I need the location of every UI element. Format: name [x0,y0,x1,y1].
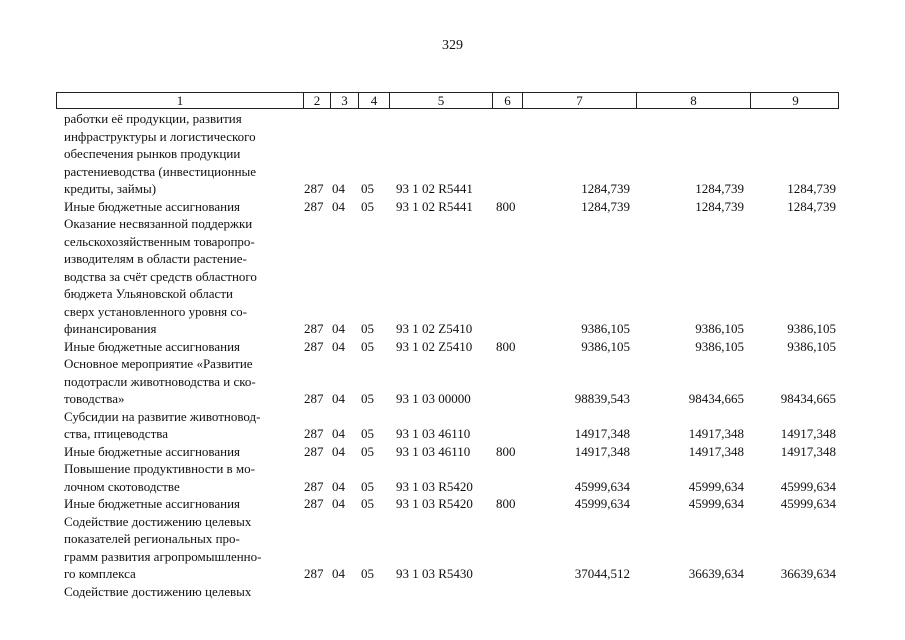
table-row [56,443,839,461]
cell-col-9: 36639,634 [780,566,836,581]
table-row [56,513,839,583]
cell-col-3: 04 [332,181,345,196]
cell-col-7: 37044,512 [574,566,630,581]
header-col-6: 6 [493,93,523,108]
cell-col-8: 9386,105 [695,338,744,354]
description-line: Иные бюджетные ассигнования [64,198,241,214]
cell-col-4: 05 [361,181,374,196]
page-number: 329 [442,38,463,53]
cell-col-3: 04 [332,496,345,511]
cell-col-2: 287 [304,478,324,494]
cell-col-8: 14917,348 [688,426,744,441]
description-line: финансирования [64,321,157,336]
description-line: Субсидии на развитие животновод- [64,408,261,424]
cell-col-2: 287 [304,181,324,196]
description-line: изводителям в области растение- [64,251,247,266]
cell-col-9: 45999,634 [780,478,836,494]
description-line: Содействие достижению целевых [64,513,252,529]
cell-col-3: 04 [332,426,345,441]
cell-col-9: 1284,739 [787,181,836,196]
description-line: работки её продукции, развития [64,111,242,126]
cell-col-3: 04 [332,478,345,494]
cell-col-7: 9386,105 [581,338,630,354]
cell-col-5: 93 1 03 R5420 [396,478,473,494]
cell-col-3: 04 [332,198,345,214]
cell-col-7: 45999,634 [574,478,630,494]
cell-col-6: 800 [496,496,516,511]
description-line: кредиты, займы) [64,181,157,196]
header-col-7: 7 [523,93,637,108]
header-col-5: 5 [390,93,493,108]
cell-col-7: 1284,739 [581,198,630,214]
cell-col-4: 05 [361,338,374,354]
cell-col-5: 93 1 03 46110 [396,443,471,459]
description-line: сельскохозяйственным товаропро- [64,233,255,249]
cell-col-7: 9386,105 [581,321,630,336]
header-col-4: 4 [359,93,390,108]
cell-col-5: 93 1 02 R5441 [396,181,473,196]
cell-col-9: 1284,739 [787,198,836,214]
description-line: бюджета Ульяновской области [64,286,233,301]
cell-col-4: 05 [361,321,374,336]
description-line: сверх установленного уровня со- [64,303,248,319]
cell-col-3: 04 [332,391,345,406]
cell-col-4: 05 [361,198,374,214]
cell-col-9: 98434,665 [780,391,836,406]
cell-col-7: 14917,348 [574,443,630,459]
cell-col-6: 800 [496,443,516,459]
description-line: Оказание несвязанной поддержки [64,216,253,231]
cell-col-7: 98839,543 [574,391,630,406]
header-col-3: 3 [331,93,359,108]
description-line: Иные бюджетные ассигнования [64,443,241,459]
description-line: Повышение продуктивности в мо- [64,461,255,476]
table-row [56,198,839,216]
cell-col-4: 05 [361,496,374,511]
cell-col-9: 9386,105 [787,321,836,336]
cell-col-5: 93 1 02 Z5410 [396,338,473,354]
table-row [56,460,839,495]
cell-col-7: 45999,634 [574,496,630,511]
header-col-2: 2 [304,93,331,108]
cell-col-8: 1284,739 [695,198,744,214]
description-line: Содействие достижению целевых [64,583,252,599]
cell-col-5: 93 1 03 R5430 [396,566,473,581]
cell-col-4: 05 [361,426,374,441]
cell-col-8: 45999,634 [688,478,744,494]
header-col-1: 1 [57,93,304,108]
cell-col-3: 04 [332,443,345,459]
description-line: лочном скотоводстве [64,478,180,494]
cell-col-2: 287 [304,321,324,336]
cell-col-9: 14917,348 [780,426,836,441]
cell-col-4: 05 [361,443,374,459]
description-line: обеспечения рынков продукции [64,146,241,161]
cell-col-2: 287 [304,443,324,459]
cell-col-7: 14917,348 [574,426,630,441]
table-row [56,495,839,513]
cell-col-9: 14917,348 [780,443,836,459]
cell-col-2: 287 [304,566,324,581]
cell-col-5: 93 1 03 R5420 [396,496,473,511]
cell-col-2: 287 [304,391,324,406]
cell-col-3: 04 [332,566,345,581]
description-line: водства за счёт средств областного [64,268,257,284]
cell-col-5: 93 1 02 Z5410 [396,321,473,336]
cell-col-2: 287 [304,426,324,441]
table-row [56,408,839,443]
description-line: Иные бюджетные ассигнования [64,496,241,511]
description-line: подотрасли животноводства и ско- [64,373,256,389]
cell-col-7: 1284,739 [581,181,630,196]
cell-col-5: 93 1 02 R5441 [396,198,473,214]
cell-col-3: 04 [332,338,345,354]
cell-col-8: 45999,634 [688,496,744,511]
description-line: товодства» [64,391,125,406]
table-row [56,355,839,408]
header-col-8: 8 [637,93,751,108]
cell-col-2: 287 [304,198,324,214]
cell-col-8: 9386,105 [695,321,744,336]
row-description [64,583,350,601]
table-row [56,215,839,338]
cell-col-5: 93 1 03 00000 [396,391,471,406]
description-line: инфраструктуры и логистического [64,128,256,144]
cell-col-6: 800 [496,198,516,214]
cell-col-4: 05 [361,478,374,494]
table-row [56,338,839,356]
cell-col-8: 1284,739 [695,181,744,196]
cell-col-2: 287 [304,338,324,354]
description-line: ства, птицеводства [64,426,168,441]
header-col-9: 9 [792,93,799,108]
description-line: показателей региональных про- [64,531,240,546]
cell-col-8: 14917,348 [688,443,744,459]
cell-col-5: 93 1 03 46110 [396,426,471,441]
cell-col-4: 05 [361,391,374,406]
description-line: растениеводства (инвестиционные [64,163,257,179]
description-line: Основное мероприятие «Развитие [64,356,253,371]
table-row [56,110,839,198]
cell-col-8: 36639,634 [688,566,744,581]
cell-col-9: 45999,634 [780,496,836,511]
cell-col-2: 287 [304,496,324,511]
cell-col-3: 04 [332,321,345,336]
cell-col-8: 98434,665 [688,391,744,406]
cell-col-4: 05 [361,566,374,581]
cell-col-9: 9386,105 [787,338,836,354]
description-line: грамм развития агропромышленно- [64,548,262,564]
table-header-row [56,92,839,109]
description-line: го комплекса [64,566,136,581]
table-row [56,583,839,601]
description-line: Иные бюджетные ассигнования [64,338,241,354]
cell-col-6: 800 [496,338,516,354]
